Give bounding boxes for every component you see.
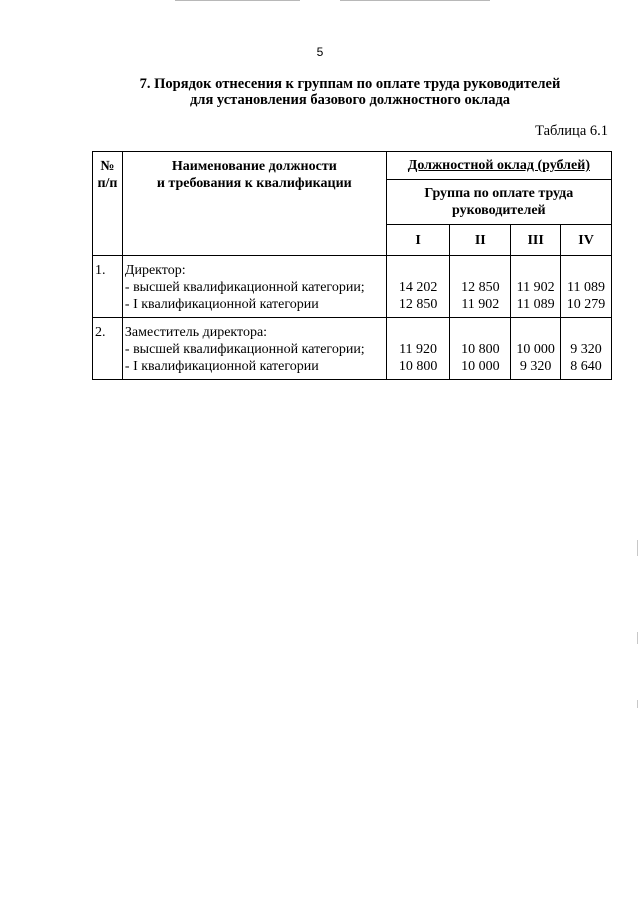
header-position-name: Наименование должности и требования к квалификации — [122, 152, 386, 256]
header-group-4: IV — [561, 225, 612, 256]
header-salary: Должностной оклад (рублей) — [386, 152, 611, 180]
salary-cell-group-3: 10 000 9 320 — [511, 318, 561, 380]
margin-mark-2 — [637, 632, 638, 644]
header-group-2: II — [450, 225, 511, 256]
section-title — [60, 76, 640, 108]
table-row — [93, 256, 612, 318]
margin-mark-3 — [637, 700, 638, 708]
salary-cell-group-4: 9 320 8 640 — [561, 318, 612, 380]
salary-cell-group-3: 11 902 11 089 — [511, 256, 561, 318]
margin-mark-1 — [637, 540, 638, 556]
salary-cell-group-1: 11 920 10 800 — [386, 318, 450, 380]
table-label: Таблица 6.1 — [535, 123, 608, 139]
section-title-line-2: для установления базового должностного оклада — [189, 92, 511, 108]
row-position-name: Заместитель директора: - высшей квалификационной категории; - I квалификационной категории — [122, 318, 386, 380]
salary-cell-group-1: 14 202 12 850 — [386, 256, 450, 318]
row-number: 2. — [93, 318, 123, 380]
header-group-3: III — [511, 225, 561, 256]
salary-cell-group-2: 12 850 11 902 — [450, 256, 511, 318]
top-edge-mark-left — [175, 0, 300, 1]
table-row — [93, 318, 612, 380]
row-position-name: Директор: - высшей квалификационной категории; - I квалификационной категории — [122, 256, 386, 318]
row-number: 1. — [93, 256, 123, 318]
header-group-1: I — [386, 225, 450, 256]
salary-cell-group-2: 10 800 10 000 — [450, 318, 511, 380]
header-number: № п/п — [93, 152, 123, 256]
page-number: 5 — [316, 45, 324, 59]
header-pay-group: Группа по оплате труда руководителей — [386, 180, 611, 225]
top-edge-mark-right — [340, 0, 490, 1]
salary-table — [92, 151, 612, 380]
salary-cell-group-4: 11 089 10 279 — [561, 256, 612, 318]
section-title-line-1: 7. Порядок отнесения к группам по оплате труда руководителей — [139, 76, 561, 92]
